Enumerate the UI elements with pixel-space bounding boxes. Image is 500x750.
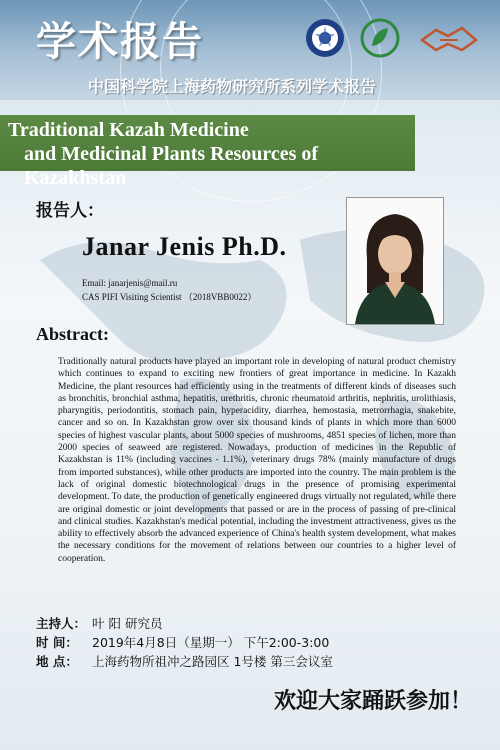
handshake-icon: [418, 18, 480, 58]
abstract-text: Traditionally natural products have played an important role in developing of natural product chemistry which continues to expand to exciting new frontiers of great importance in medicine. In Kazakh Medicine, the plant resources had efficiently using in the treatments of different kinds of diseases such as bronchitis, bronchial asthma, hepatitis, urethritis, chronic rheumatoid arthritis, nephritis, urolithiasis, pharyngitis, periodontitis, stomach pain, hyperacidity, diarrhea, hemostasia, metrorrhagia, snakebite, cancer and so on. In Kazakhstan grow over six thousand kinds of plants in which more than 6000 species of highest vascular plants, about 5000 species of mushrooms, 4851 species of lichen, more than 2000 species of seaweed are registered. Nowadays, production of medicines in the Republic of Kazakhstan is 11% (including vaccines - 1.1%), veterinary drugs 78% (mainly manufacture of drugs from imported substances), while other products are imported into the country. The main problem is the lack of original domestic biotechnological drugs in the presence of promising experimental development. To date, the production of genetically engineered drugs virtually not regulated, while there are original domestic or joint developments that passed or are in the process of passing of pre-clinical and clinical studies. Kazakhstan's medical potential, including the investment attractiveness, gives us the ability to effectively absorb the advanced experience of China's health system development, what makes the necessary conditions for the movement of relations between our countries to a higher level of cooperation.: [58, 357, 456, 564]
speaker-name: Janar Jenis Ph.D.: [82, 232, 287, 261]
welcome-message: 欢迎大家踊跃参加！: [273, 689, 472, 714]
time-value: 2019年4月8日（星期一） 下午2:00-3:00: [92, 635, 330, 650]
cas-seal-icon: [305, 18, 345, 58]
place-label: 地 点：: [36, 654, 78, 669]
time-label: 时 间：: [36, 635, 78, 650]
host-row: [36, 614, 162, 632]
speaker-position: CAS PIFI Visiting Scientist （2018VBB0022）: [82, 292, 257, 302]
talk-title-line1: Traditional Kazah Medicine: [8, 119, 249, 141]
talk-title-line2: and Medicinal Plants Resources of Kazakhstan: [24, 143, 319, 189]
poster-subtitle: 中国科学院上海药物研究所系列学术报告: [88, 77, 377, 96]
host-value: 叶 阳 研究员: [92, 616, 163, 631]
place-row: [36, 652, 333, 670]
speaker-photo: [346, 197, 444, 325]
talk-title: [8, 118, 418, 190]
poster-title: 学术报告: [36, 19, 204, 65]
host-label: 主持人：: [36, 616, 87, 631]
time-row: [36, 633, 329, 651]
abstract-label: Abstract:: [36, 324, 109, 344]
speaker-email: Email: janarjenis@mail.ru: [82, 278, 178, 288]
speaker-info: [82, 276, 256, 304]
place-value: 上海药物所祖冲之路园区 1号楼 第三会议室: [92, 654, 333, 669]
pifi-leaf-icon: [360, 18, 400, 58]
speaker-label: 报告人：: [36, 201, 104, 221]
